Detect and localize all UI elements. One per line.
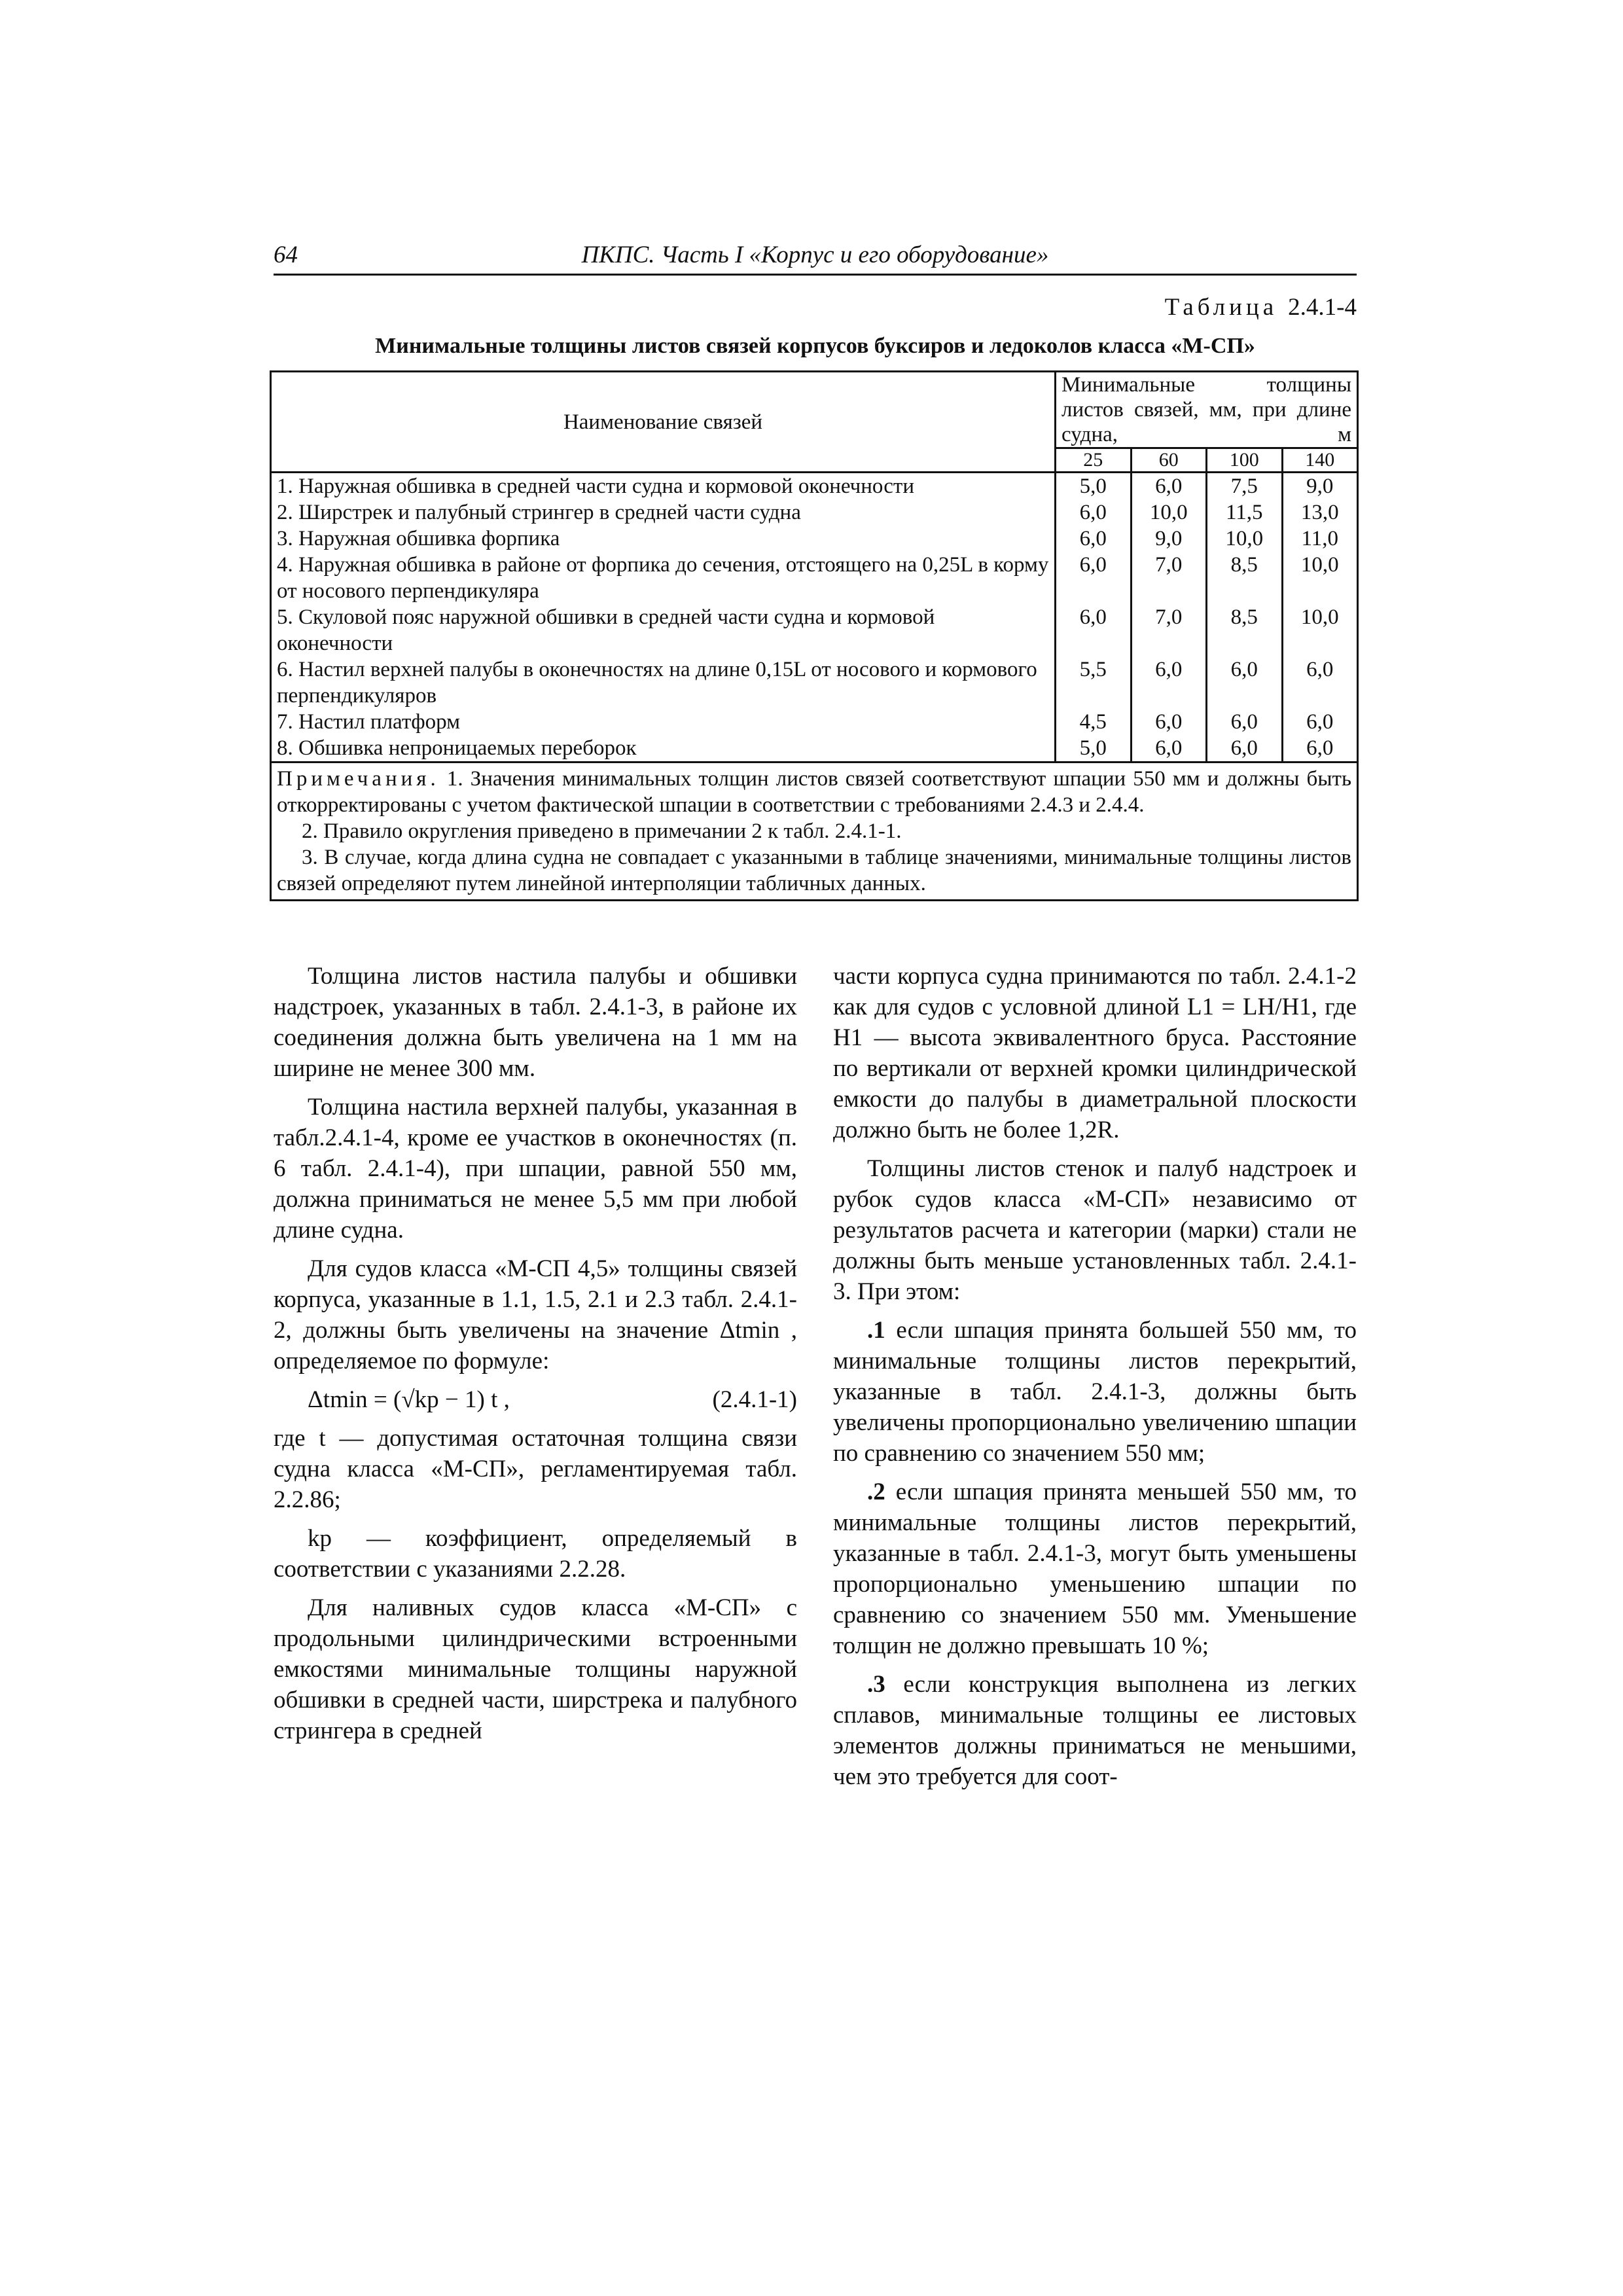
row-value: 8,5 [1207,552,1282,604]
row-value: 7,0 [1131,604,1206,656]
row-value: 4,5 [1056,709,1131,735]
row-value: 10,0 [1207,526,1282,552]
table-row [271,656,1358,709]
formula-expression: Δtmin = (√kp − 1) t , [308,1386,510,1413]
left-paragraph-3: Для судов класса «М-СП 4,5» толщины связей корпуса, указанные в 1.1, 1.5, 2.1 и 2.3 табл. 2.4.1-2, должны быть увеличены на значение Δtmin , определяемое по формуле: [274,1255,797,1374]
table-row [271,735,1358,762]
list-item-2-label: .2 [867,1479,885,1505]
left-paragraph-4: где t — допустимая остаточная толщина связи судна класса «М-СП», регламентируемая табл. 2.2.86; [274,1425,797,1513]
note-2: 2. Правило округления приведено в примечании 2 к табл. 2.4.1-1. [302,819,902,843]
row-value: 11,5 [1207,499,1282,526]
table-label-word: Таблица [1164,294,1278,321]
row-value: 8,5 [1207,604,1282,656]
length-header: 140 [1282,448,1358,473]
right-paragraph-2: Толщины листов стенок и палуб надстроек и рубок судов класса «М-СП» независимо от результатов расчета и категории (марки) стали не должны быть меньше установленных табл. 2.4.1-3. При этом: [833,1155,1357,1305]
table-row [271,552,1358,604]
table-label-number: 2.4.1-4 [1288,294,1357,321]
right-column [833,961,1357,1800]
row-value: 6,0 [1282,735,1358,762]
thickness-table [270,370,1359,901]
table-notes [271,762,1358,901]
row-name: 5. Скуловой пояс наружной обшивки в средней части судна и кормовой оконечности [271,604,1056,656]
row-value: 13,0 [1282,499,1358,526]
row-value: 6,0 [1131,656,1206,709]
left-paragraph-5: kp — коэффициент, определяемый в соответствии с указаниями 2.2.28. [274,1525,797,1583]
col-group-header: Минимальные толщины листов связей, мм, при длине судна, м [1056,372,1358,448]
row-value: 6,0 [1056,499,1131,526]
row-value: 11,0 [1282,526,1358,552]
list-item-1 [833,1315,1357,1469]
length-header: 100 [1207,448,1282,473]
length-header: 25 [1056,448,1131,473]
note-3: 3. В случае, когда длина судна не совпадает с указанными в таблице значениями, минимальные толщины листов связей определяют путем линейной интерполяции табличных данных. [277,846,1351,895]
row-value: 9,0 [1131,526,1206,552]
list-item-3 [833,1669,1357,1792]
table-row [271,473,1358,500]
table-row [271,526,1358,552]
left-paragraph-6: Для наливных судов класса «М-СП» с продольными цилиндрическими встроенными емкостями минимальные толщины наружной обшивки в средней части, ширстрека и палубного стрингера в средней [274,1594,797,1744]
formula-2-4-1-1 [308,1384,797,1415]
note-1: 1. Значения минимальных толщин листов связей соответствуют шпации 550 мм и должны быть откорректированы с учетом фактической шпации в соответствии с требованиями 2.4.3 и 2.4.4. [277,767,1351,817]
row-value: 6,0 [1207,656,1282,709]
length-header: 60 [1131,448,1206,473]
row-name: 7. Настил платформ [271,709,1056,735]
formula-number: (2.4.1-1) [712,1386,797,1413]
row-value: 10,0 [1282,552,1358,604]
row-value: 6,0 [1282,709,1358,735]
page-header [274,240,1357,276]
table-row [271,709,1358,735]
left-paragraph-1: Толщина листов настила палубы и обшивки надстроек, указанных в табл. 2.4.1-3, в районе их соединения должна быть увеличена на 1 мм на ширине не менее 300 мм. [274,963,797,1082]
left-paragraph-2: Толщина настила верхней палубы, указанная в табл.2.4.1-4, кроме ее участков в оконечностях (п. 6 табл. 2.4.1-4), при шпации, равной 550 мм, должна приниматься не менее 5,5 мм при любой длине судна. [274,1094,797,1244]
row-name: 6. Настил верхней палубы в оконечностях на длине 0,15L от носового и кормового перпендикуляров [271,656,1056,709]
row-value: 5,0 [1056,473,1131,500]
row-name: 2. Ширстрек и палубный стрингер в средней части судна [271,499,1056,526]
row-value: 10,0 [1131,499,1206,526]
list-item-1-label: .1 [867,1317,885,1344]
row-value: 6,0 [1131,709,1206,735]
row-value: 6,0 [1131,735,1206,762]
table-row [271,604,1358,656]
list-item-3-label: .3 [867,1671,885,1698]
list-item-3-text: если конструкция выполнена из легких сплавов, минимальные толщины ее листовых элементов должны приниматься не меньшими, чем это требуется для соот- [833,1671,1357,1790]
right-paragraph-1: части корпуса судна принимаются по табл. 2.4.1-2 как для судов с условной длиной L1 = LH/H1, где H1 — высота эквивалентного бруса. Расстояние по вертикали от верхней кромки цилиндрической емкости до палубы в диаметральной плоскости должно быть не более 1,2R. [833,963,1357,1143]
table-row [271,499,1358,526]
table-body [271,473,1358,762]
page-number: 64 [274,242,298,268]
row-name: 1. Наружная обшивка в средней части судна и кормовой оконечности [271,473,1056,500]
row-name: 3. Наружная обшивка форпика [271,526,1056,552]
list-item-2-text: если шпация принята меньшей 550 мм, то минимальные толщины листов перекрытий, указанные в табл. 2.4.1-3, могут быть уменьшены пропорционально уменьшению шпации по сравнению со значением 550 мм. Уменьшение толщин не должно превышать 10 %; [833,1479,1357,1659]
col-name-header: Наименование связей [271,372,1056,473]
row-name: 8. Обшивка непроницаемых переборок [271,735,1056,762]
row-value: 6,0 [1207,709,1282,735]
list-item-2 [833,1477,1357,1661]
row-name: 4. Наружная обшивка в районе от форпика до сечения, отстоящего на 0,25L в корму от носового перпендикуляра [271,552,1056,604]
left-column [274,961,797,1754]
running-title: ПКПС. Часть I «Корпус и его оборудование» [581,242,1049,268]
row-value: 5,5 [1056,656,1131,709]
row-value: 6,0 [1056,526,1131,552]
notes-label: Примечания. [277,767,440,791]
row-value: 6,0 [1207,735,1282,762]
row-value: 5,0 [1056,735,1131,762]
table-label [1165,293,1357,321]
table-title: Минимальные толщины листов связей корпусов буксиров и ледоколов класса «М-СП» [375,334,1255,358]
list-item-1-text: если шпация принята большей 550 мм, то минимальные толщины листов перекрытий, указанные в табл. 2.4.1-3, должны быть увеличены пропорционально увеличению шпации по сравнению со значением 550 мм; [833,1317,1357,1467]
row-value: 6,0 [1282,656,1358,709]
row-value: 7,0 [1131,552,1206,604]
row-value: 6,0 [1131,473,1206,500]
row-value: 7,5 [1207,473,1282,500]
row-value: 10,0 [1282,604,1358,656]
row-value: 6,0 [1056,552,1131,604]
row-value: 9,0 [1282,473,1358,500]
row-value: 6,0 [1056,604,1131,656]
